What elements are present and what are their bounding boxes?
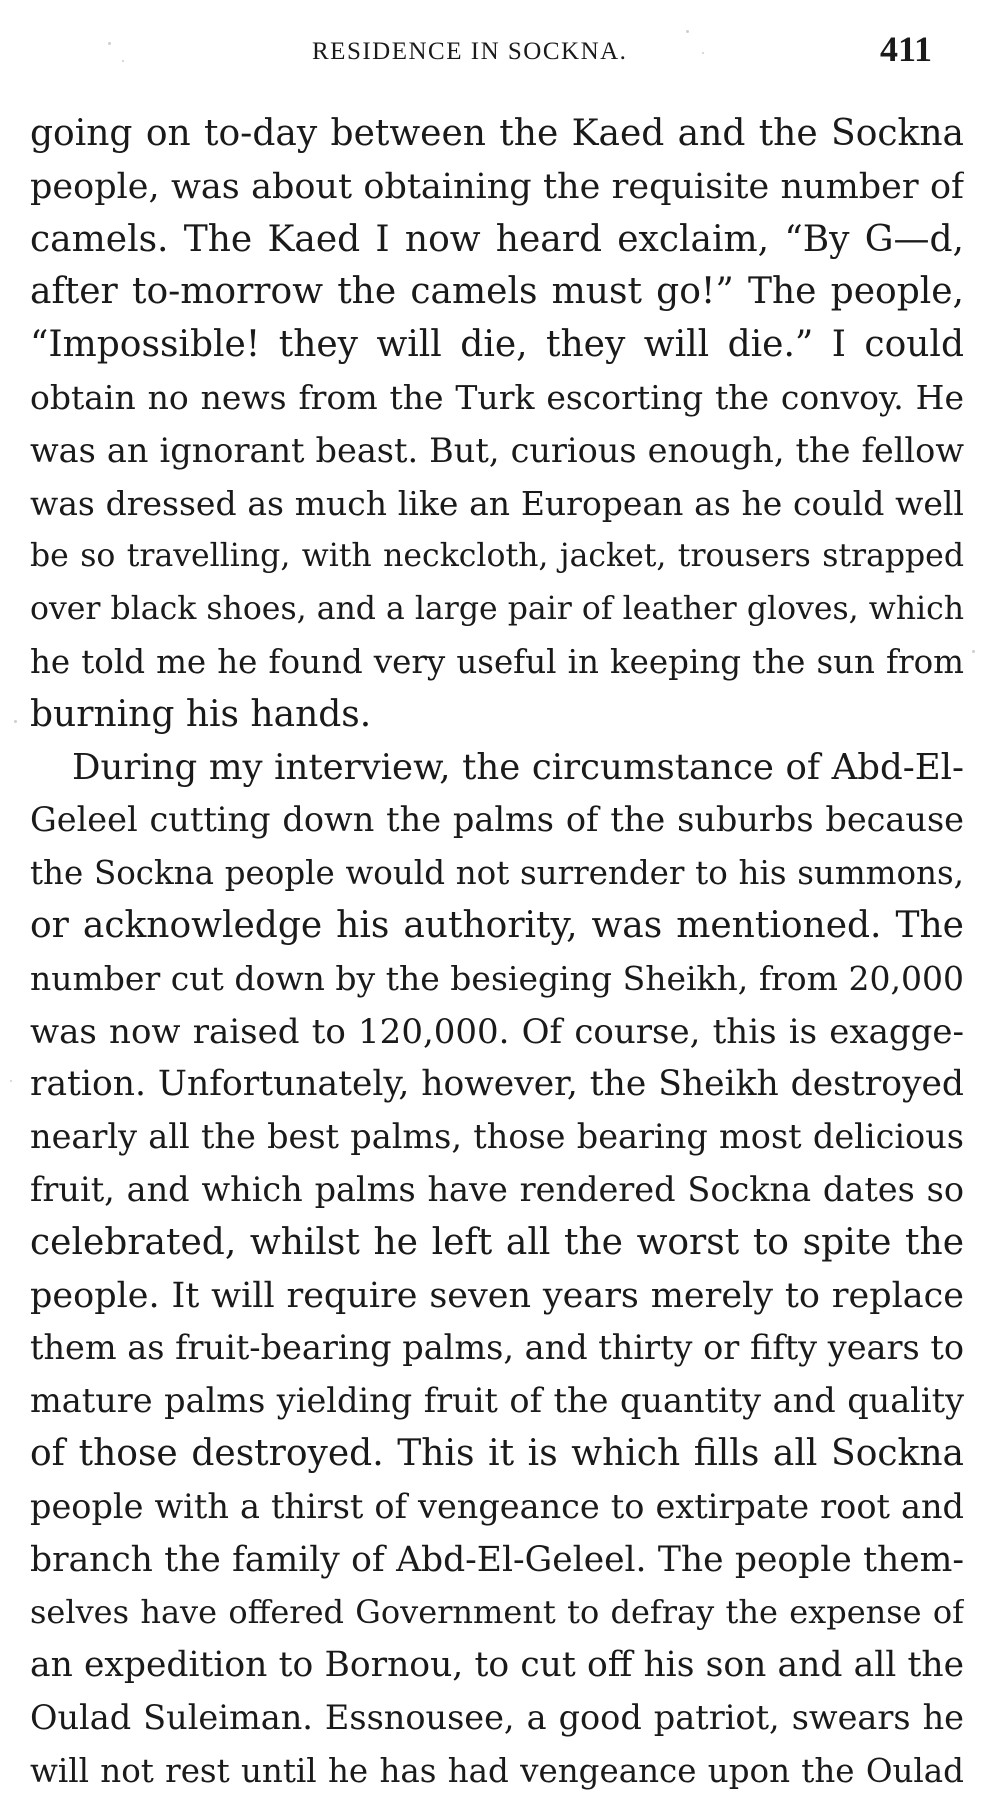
text-line: selves have offered Government to defray the expense of (30, 1593, 964, 1632)
paper-speck (972, 650, 975, 653)
page-number: 411 (880, 29, 933, 69)
text-line: going on to-day between the Kaed and the Sockna (30, 113, 964, 154)
text-line: after to-morrow the camels must go!” The people, (30, 271, 964, 313)
paragraph (30, 108, 964, 742)
text-line: or acknowledge his authority, was mentioned. The (30, 904, 964, 946)
text-line: people. It will require seven years merely to replace (30, 1275, 964, 1316)
text-line: was now raised to 120,000. Of course, this is exagge- (30, 1011, 964, 1052)
text-line: nearly all the best palms, those bearing most delicious (30, 1117, 964, 1157)
text-line: number cut down by the besieging Sheikh, from 20,000 (30, 958, 964, 998)
text-line: obtain no news from the Turk escorting the convoy. He (30, 377, 964, 417)
text-line: was dressed as much like an European as he could well (30, 483, 964, 523)
text-line: celebrated, whilst he left all the worst to spite the (30, 1221, 964, 1263)
text-line: them as fruit-bearing palms, and thirty or fifty years to (30, 1328, 964, 1368)
text-line: Oulad Suleiman. Essnousee, a good patriot, swears he (30, 1697, 964, 1737)
text-line: an expedition to Bornou, to cut off his son and all the (30, 1645, 964, 1686)
text-line: branch the family of Abd-El-Geleel. The people them- (30, 1539, 964, 1580)
text-line: of those destroyed. This it is which fills all Sockna (30, 1432, 964, 1474)
paper-speck (14, 720, 17, 723)
text-line: fruit, and which palms have rendered Sockna dates so (30, 1169, 964, 1209)
text-line: ration. Unfortunately, however, the Sheikh destroyed (30, 1064, 964, 1105)
text-line: mature palms yielding fruit of the quantity and quality (30, 1381, 964, 1421)
text-line: burning his hands. (30, 693, 372, 735)
text-line: be so travelling, with neckcloth, jacket, trousers strapped (30, 538, 964, 575)
text-line: people with a thirst of vengeance to extirpate root and (30, 1486, 964, 1526)
running-head (0, 26, 1000, 76)
text-line: was an ignorant beast. But, curious enough, the fellow (30, 430, 964, 470)
text-line: over black shoes, and a large pair of leather gloves, which (30, 591, 964, 628)
text-line: camels. The Kaed I now heard exclaim, “By G—d, (30, 218, 964, 260)
text-line: “Impossible! they will die, they will die.” I could (30, 324, 964, 366)
text-line: During my interview, the circumstance of Abd-El- (72, 746, 964, 788)
text-line: he told me he found very useful in keeping the sun from (30, 642, 964, 681)
text-line: the Sockna people would not surrender to his summons, (30, 854, 964, 893)
text-line: Geleel cutting down the palms of the suburbs because (30, 800, 964, 840)
paper-speck (10, 1080, 12, 1082)
text-line: will not rest until he has had vengeance upon the Oulad (30, 1751, 964, 1790)
running-title: RESIDENCE IN SOCKNA. (312, 38, 628, 65)
paragraph (30, 742, 964, 1798)
text-line: people, was about obtaining the requisite number of (30, 166, 964, 207)
body-text (30, 108, 964, 1798)
